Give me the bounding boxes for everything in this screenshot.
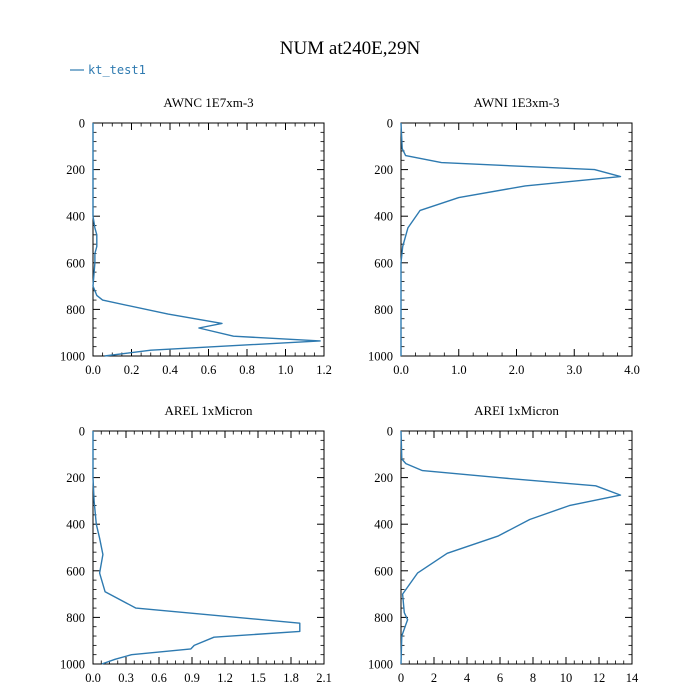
legend (70, 63, 146, 77)
x-tick-label: 0.9 (184, 671, 200, 685)
legend-label: kt_test1 (88, 63, 146, 77)
figure-title: NUM at240E,29N (279, 38, 421, 59)
y-tick-label: 400 (66, 209, 85, 224)
x-tick-label: 0.0 (85, 363, 101, 377)
x-tick-label: 0.6 (151, 671, 167, 685)
x-tick-label: 1.0 (450, 363, 467, 377)
x-tick-label: 1.5 (250, 671, 266, 685)
y-tick-label: 800 (374, 610, 393, 625)
x-tick-label: 0.3 (118, 671, 134, 685)
chart-panel-3 (60, 403, 332, 685)
x-tick-label: 0.6 (200, 363, 217, 377)
series-line-kt_test1 (93, 431, 300, 664)
x-tick-label: 14 (625, 671, 639, 685)
y-tick-label: 800 (374, 302, 393, 317)
y-tick-label: 0 (78, 424, 85, 439)
y-tick-label: 600 (374, 564, 393, 579)
x-tick-label: 1.0 (277, 363, 294, 377)
x-tick-label: 3.0 (566, 363, 583, 377)
chart-panel-2 (368, 95, 640, 377)
y-tick-label: 0 (386, 116, 393, 131)
y-tick-label: 800 (66, 302, 85, 317)
chart-panels (60, 95, 640, 685)
x-tick-label: 2.1 (316, 671, 332, 685)
x-tick-label: 0.4 (162, 363, 178, 377)
panel-title: AWNI 1E3xm-3 (473, 95, 560, 110)
x-tick-label: 8 (529, 671, 537, 685)
x-tick-label: 1.8 (283, 671, 299, 685)
series-line-kt_test1 (93, 123, 320, 356)
y-tick-label: 0 (78, 116, 85, 131)
y-tick-label: 200 (374, 471, 393, 486)
x-tick-label: 4 (463, 671, 471, 685)
x-tick-label: 0.0 (393, 363, 409, 377)
y-tick-label: 600 (374, 256, 393, 271)
y-tick-label: 1000 (60, 349, 85, 364)
y-tick-label: 1000 (368, 657, 393, 672)
x-tick-label: 0 (397, 671, 405, 685)
x-tick-label: 0.0 (85, 671, 101, 685)
x-tick-label: 0.8 (239, 363, 255, 377)
y-tick-label: 400 (66, 517, 85, 532)
y-tick-label: 200 (66, 163, 85, 178)
y-tick-label: 600 (66, 256, 85, 271)
y-tick-label: 400 (374, 517, 393, 532)
plot-frame (401, 431, 632, 664)
x-tick-label: 1.2 (217, 671, 233, 685)
x-tick-label: 1.2 (316, 363, 332, 377)
y-tick-label: 800 (66, 610, 85, 625)
x-tick-label: 6 (496, 671, 504, 685)
series-line-kt_test1 (401, 431, 621, 664)
panel-title: AREL 1xMicron (164, 403, 253, 418)
series-line-kt_test1 (401, 123, 621, 356)
panel-title: AWNC 1E7xm-3 (163, 95, 254, 110)
chart-panel-1 (60, 95, 332, 377)
y-tick-label: 0 (386, 424, 393, 439)
x-tick-label: 12 (592, 671, 606, 685)
y-tick-label: 400 (374, 209, 393, 224)
chart-panel-4 (368, 403, 639, 685)
y-tick-label: 600 (66, 564, 85, 579)
x-tick-label: 2.0 (508, 363, 525, 377)
x-tick-label: 2 (430, 671, 438, 685)
y-tick-label: 1000 (368, 349, 393, 364)
x-tick-label: 4.0 (624, 363, 640, 377)
x-tick-label: 10 (559, 671, 573, 685)
plot-frame (93, 431, 324, 664)
y-tick-label: 200 (66, 471, 85, 486)
y-tick-label: 200 (374, 163, 393, 178)
x-tick-label: 0.2 (123, 363, 140, 377)
y-tick-label: 1000 (60, 657, 85, 672)
panel-title: AREI 1xMicron (474, 403, 559, 418)
plot-frame (401, 123, 632, 356)
